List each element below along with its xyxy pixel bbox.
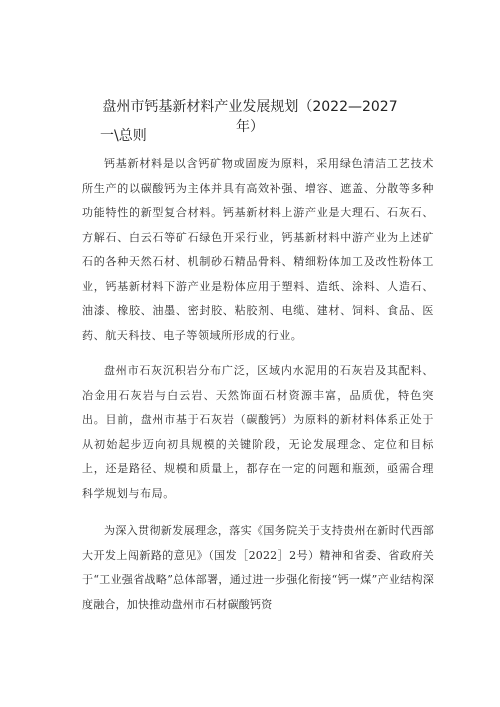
paragraph-2: 盘州市石灰沉积岩分布广泛，区域内水泥用的石灰岩及其配料、冶金用石灰岩与白云岩、天然饰面石材资源丰富，品质优，特色突出。目前，盘州市基于石灰岩（碳酸钙）为原料的新材料体系正处于从初始起步迈向初具规模的关键阶段，无论发展理念、定位和目标上，还是路径、规模和质量上，都存在一定的问题和瓶颈，亟需合理科学规划与布局。	[82, 364, 434, 500]
document-title-line-2: 年）	[236, 119, 264, 135]
document-title-line-1: 盘州市钙基新材料产业发展规划（2022—2027	[102, 99, 398, 115]
paragraph-1: 钙基新材料是以含钙矿物或固废为原料，采用绿色清洁工艺技术所生产的以碳酸钙为主体并具有高效补强、增容、遮盖、分散等多种功能特性的新型复合材料。钙基新材料上游产业是大理石、石灰石、方解石、白云石等矿石绿色开采行业，钙基新材料中游产业为上述矿石的各种天然石材、机制砂石精品骨料、精细粉体加工及改性粉体工业，钙基新材料下游产业是粉体应用于塑料、造纸、涂料、人造石、油漆、橡胶、油墨、密封胶、粘胶剂、电缆、建材、饲料、食品、医药、航天科技、电子等领域所形成的行业。	[82, 157, 434, 342]
section-heading: 一\总则	[100, 128, 147, 144]
paragraph-3: 为深入贯彻新发展理念，落实《国务院关于支持贵州在新时代西部大开发上闯新路的意见》（国发［2022］2号）精神和省委、省政府关于“工业强省战略”总体部署，通过进一步强化衔接“钙一煤”产业结构深度融合，加快推动盘州市石材碳酸钙资	[82, 524, 434, 611]
